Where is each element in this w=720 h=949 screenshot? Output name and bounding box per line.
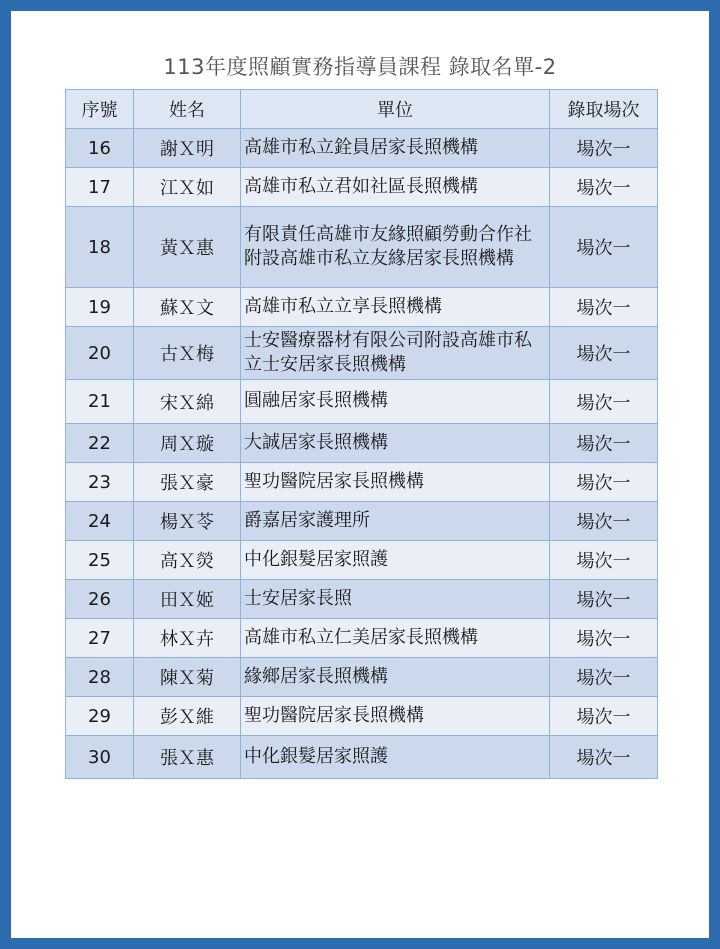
cell-no: 26	[66, 580, 134, 619]
cell-name: 古Ｘ梅	[134, 327, 241, 380]
cell-name: 張Ｘ豪	[134, 463, 241, 502]
cell-name: 彭Ｘ維	[134, 697, 241, 736]
cell-no: 27	[66, 619, 134, 658]
table-row	[66, 207, 658, 288]
cell-no: 24	[66, 502, 134, 541]
cell-unit: 中化銀髮居家照護	[241, 541, 550, 580]
cell-name: 周Ｘ璇	[134, 424, 241, 463]
table-row	[66, 424, 658, 463]
cell-no: 23	[66, 463, 134, 502]
cell-no: 28	[66, 658, 134, 697]
cell-unit: 有限責任高雄市友緣照顧勞動合作社附設高雄市私立友緣居家長照機構	[241, 207, 550, 288]
table-header-row	[66, 90, 658, 129]
document-page	[11, 11, 709, 938]
cell-unit: 高雄市私立君如社區長照機構	[241, 168, 550, 207]
cell-no: 30	[66, 736, 134, 779]
cell-no: 18	[66, 207, 134, 288]
cell-session: 場次一	[550, 207, 658, 288]
cell-no: 20	[66, 327, 134, 380]
cell-unit: 士安醫療器材有限公司附設高雄市私立士安居家長照機構	[241, 327, 550, 380]
cell-no: 29	[66, 697, 134, 736]
cell-name: 黃Ｘ惠	[134, 207, 241, 288]
cell-session: 場次一	[550, 658, 658, 697]
cell-name: 林Ｘ卉	[134, 619, 241, 658]
table-row	[66, 580, 658, 619]
cell-name: 陳Ｘ菊	[134, 658, 241, 697]
table-row	[66, 502, 658, 541]
table-row	[66, 168, 658, 207]
cell-name: 張Ｘ惠	[134, 736, 241, 779]
header-no: 序號	[66, 90, 134, 129]
cell-session: 場次一	[550, 502, 658, 541]
cell-session: 場次一	[550, 424, 658, 463]
cell-name: 蘇Ｘ文	[134, 288, 241, 327]
table-row	[66, 736, 658, 779]
cell-no: 17	[66, 168, 134, 207]
cell-unit: 中化銀髮居家照護	[241, 736, 550, 779]
cell-no: 16	[66, 129, 134, 168]
cell-session: 場次一	[550, 168, 658, 207]
table-row	[66, 463, 658, 502]
table-row	[66, 619, 658, 658]
cell-session: 場次一	[550, 580, 658, 619]
header-unit: 單位	[241, 90, 550, 129]
cell-name: 楊Ｘ苓	[134, 502, 241, 541]
header-name: 姓名	[134, 90, 241, 129]
cell-no: 22	[66, 424, 134, 463]
cell-name: 宋Ｘ綿	[134, 380, 241, 424]
cell-unit: 聖功醫院居家長照機構	[241, 697, 550, 736]
table-row	[66, 380, 658, 424]
cell-unit: 高雄市私立仁美居家長照機構	[241, 619, 550, 658]
cell-session: 場次一	[550, 736, 658, 779]
cell-name: 謝Ｘ明	[134, 129, 241, 168]
cell-unit: 高雄市私立銓員居家長照機構	[241, 129, 550, 168]
cell-session: 場次一	[550, 697, 658, 736]
cell-unit: 聖功醫院居家長照機構	[241, 463, 550, 502]
header-session: 錄取場次	[550, 90, 658, 129]
page-title: 113年度照顧實務指導員課程 錄取名單-2	[163, 55, 557, 79]
cell-session: 場次一	[550, 541, 658, 580]
cell-session: 場次一	[550, 619, 658, 658]
cell-no: 21	[66, 380, 134, 424]
cell-session: 場次一	[550, 288, 658, 327]
cell-session: 場次一	[550, 380, 658, 424]
admission-list-table	[65, 89, 658, 779]
table-row	[66, 327, 658, 380]
table-row	[66, 288, 658, 327]
cell-session: 場次一	[550, 327, 658, 380]
table-row	[66, 129, 658, 168]
cell-name: 江Ｘ如	[134, 168, 241, 207]
cell-session: 場次一	[550, 463, 658, 502]
cell-unit: 爵嘉居家護理所	[241, 502, 550, 541]
cell-session: 場次一	[550, 129, 658, 168]
table-row	[66, 697, 658, 736]
cell-unit: 圓融居家長照機構	[241, 380, 550, 424]
cell-unit: 士安居家長照	[241, 580, 550, 619]
table-row	[66, 541, 658, 580]
cell-unit: 高雄市私立立享長照機構	[241, 288, 550, 327]
cell-name: 高Ｘ熒	[134, 541, 241, 580]
cell-no: 25	[66, 541, 134, 580]
cell-name: 田Ｘ姬	[134, 580, 241, 619]
cell-unit: 大誠居家長照機構	[241, 424, 550, 463]
cell-unit: 緣鄉居家長照機構	[241, 658, 550, 697]
table-row	[66, 658, 658, 697]
cell-no: 19	[66, 288, 134, 327]
